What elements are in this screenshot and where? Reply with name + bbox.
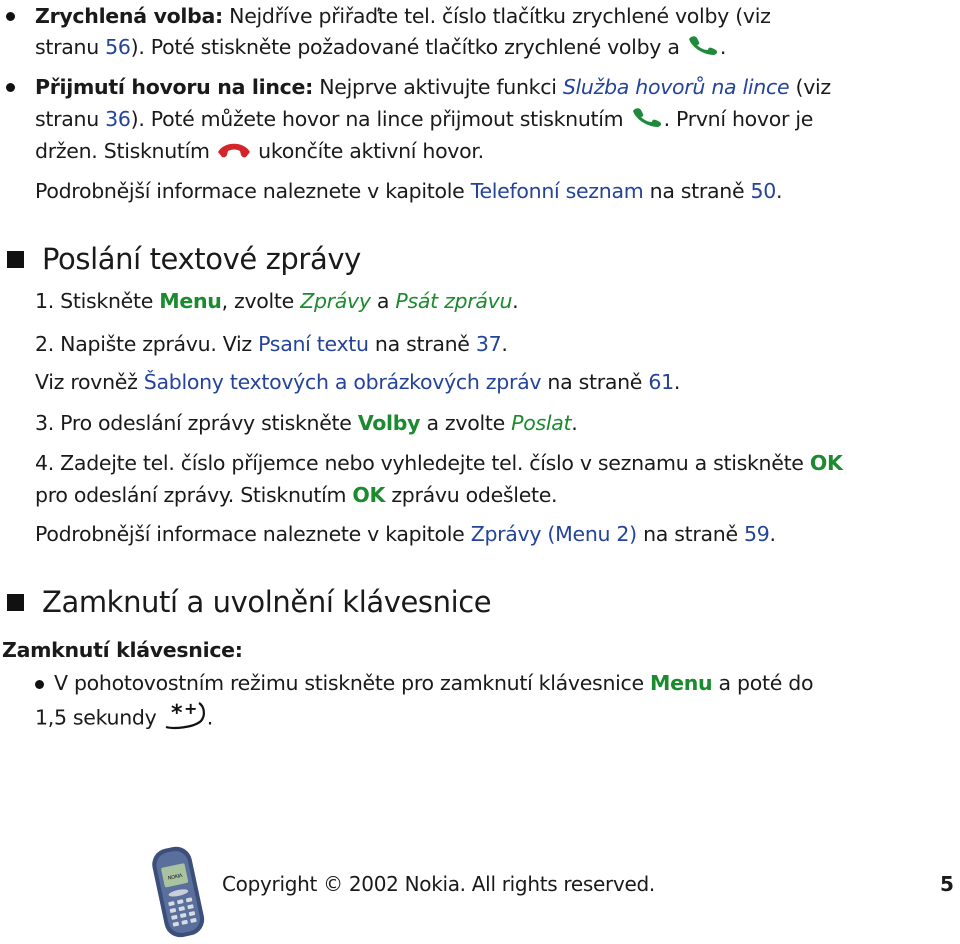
call-waiting-line-3: držen. Stisknutím ukončíte aktivní hovor. <box>35 137 484 167</box>
softkey-ok: OK <box>352 483 386 507</box>
call-waiting-line-2: stranu 36). Poté můžete hovor na lince přijmout stisknutím . První hovor je <box>35 105 813 135</box>
page-ref-link[interactable]: 37 <box>475 332 502 356</box>
softkey-ok: OK <box>809 451 843 475</box>
svg-text:*: * <box>170 701 182 726</box>
sms-step-4-cont: pro odeslání zprávy. Stisknutím OK zprávu odešlete. <box>35 483 558 507</box>
softkey-options: Volby <box>357 411 421 435</box>
page-ref-link[interactable]: 50 <box>750 179 777 203</box>
svg-text:+: + <box>183 700 197 718</box>
bullet-dot <box>6 12 15 21</box>
sms-step-1: 1. Stiskněte Menu, zvolte Zprávy a Psát zprávu. <box>35 289 519 313</box>
softkey-menu: Menu <box>159 289 222 313</box>
page-ref-link[interactable]: 61 <box>648 370 674 394</box>
phonebook-link[interactable]: Telefonní seznam <box>470 179 644 203</box>
keylock-line-2: 1,5 sekundy * + . <box>35 700 213 737</box>
section-marker <box>7 594 24 611</box>
page-number: 5 <box>940 872 954 896</box>
star-key-icon <box>163 700 207 737</box>
svg-text:NOKIA: NOKIA <box>167 872 183 882</box>
section-marker <box>7 251 24 268</box>
templates-link[interactable]: Šablony textových a obrázkových zpráv <box>143 370 542 394</box>
call-waiting-link[interactable]: Služba hovorů na lince <box>562 75 790 99</box>
call-key-icon <box>686 34 720 63</box>
menu-item-messages: Zprávy <box>300 289 371 313</box>
keylock-line-1: V pohotovostním režimu stiskněte pro zamknutí klávesnice Menu a poté do <box>54 671 814 695</box>
page-ref-link[interactable]: 59 <box>744 522 770 546</box>
sms-step-2: 2. Napište zprávu. Viz Psaní textu na straně 37. <box>35 332 508 356</box>
speed-dial-line-2: stranu 56). Poté stiskněte požadované tlačítko zrychlené volby a . <box>35 33 726 63</box>
call-key-icon <box>630 106 664 135</box>
menu-item-write-message: Psát zprávu <box>395 289 513 313</box>
section-heading-sms: Poslání textové zprávy <box>42 242 361 276</box>
more-info-messages: Podrobnější informace naleznete v kapitole Zprávy (Menu 2) na straně 59. <box>35 522 776 546</box>
call-waiting-line-1: Přijmutí hovoru na lince: Nejprve aktivujte funkci Služba hovorů na lince (viz <box>35 75 831 99</box>
page-ref-link[interactable]: 36 <box>105 107 131 131</box>
speed-dial-line-1: Zrychlená volba: Nejdříve přiřaďte tel. číslo tlačítku zrychlené volby (viz <box>35 4 771 28</box>
phone-illustration-icon <box>140 843 216 944</box>
copyright-notice: Copyright © 2002 Nokia. All rights reserved. <box>222 872 655 896</box>
more-info-phonebook: Podrobnější informace naleznete v kapitole Telefonní seznam na straně 50. <box>35 179 783 203</box>
bullet-dot <box>35 680 44 689</box>
speed-dial-label: Zrychlená volba: <box>35 4 223 28</box>
end-key-icon <box>216 138 252 167</box>
messages-menu-link[interactable]: Zprávy (Menu 2) <box>470 522 637 546</box>
page-ref-link[interactable]: 56 <box>105 35 131 59</box>
keylock-subheading: Zamknutí klávesnice: <box>2 638 243 662</box>
menu-item-send: Poslat <box>511 411 572 435</box>
softkey-menu: Menu <box>650 671 713 695</box>
sms-step-4: 4. Zadejte tel. číslo příjemce nebo vyhledejte tel. číslo v seznamu a stiskněte OK <box>35 451 843 475</box>
section-heading-keylock: Zamknutí a uvolnění klávesnice <box>42 585 492 619</box>
writing-text-link[interactable]: Psaní textu <box>258 332 369 356</box>
sms-step-3: 3. Pro odeslání zprávy stiskněte Volby a zvolte Poslat. <box>35 411 578 435</box>
call-waiting-label: Přijmutí hovoru na lince: <box>35 75 314 99</box>
bullet-dot <box>6 83 15 92</box>
sms-step-2-note: Viz rovněž Šablony textových a obrázkových zpráv na straně 61. <box>35 370 681 394</box>
